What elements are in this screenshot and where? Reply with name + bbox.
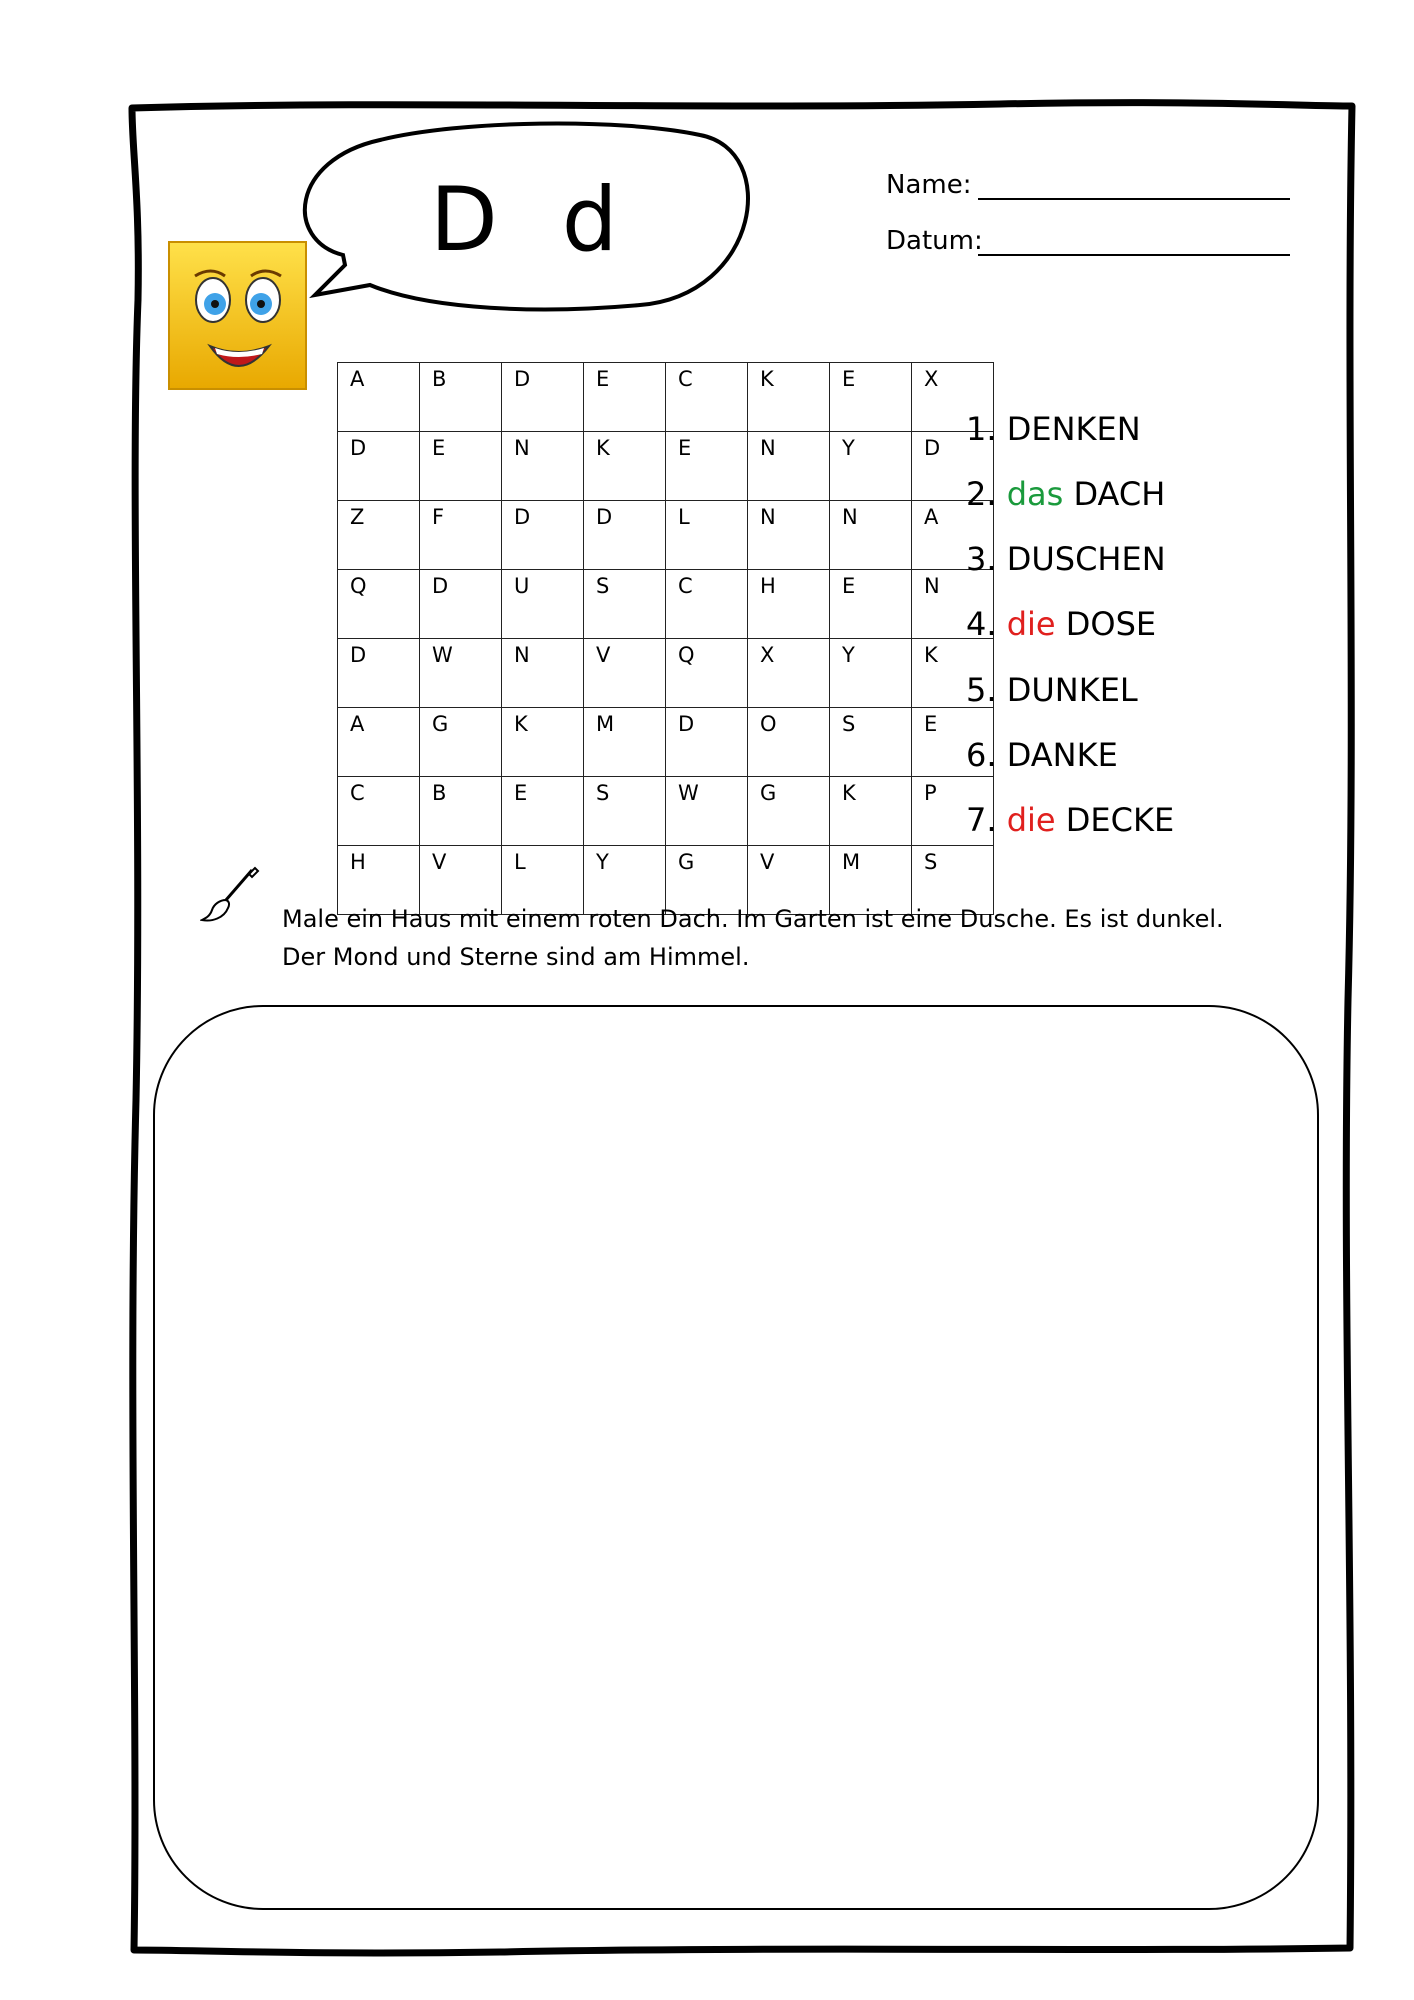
grid-cell[interactable]: E: [830, 363, 912, 432]
letter-title: D d: [430, 168, 636, 271]
word-article: das: [1006, 475, 1064, 513]
word-number: 7.: [966, 801, 997, 839]
grid-row: [338, 363, 994, 432]
grid-cell[interactable]: S: [830, 708, 912, 777]
grid-cell[interactable]: Q: [338, 570, 420, 639]
grid-cell[interactable]: K: [830, 777, 912, 846]
word-text: DUSCHEN: [1006, 540, 1166, 578]
grid-cell[interactable]: Y: [830, 639, 912, 708]
word-number: 4.: [966, 605, 997, 643]
grid-cell[interactable]: S: [584, 570, 666, 639]
paintbrush-icon: [200, 866, 260, 926]
word-list-item: [966, 671, 1138, 709]
grid-cell[interactable]: G: [420, 708, 502, 777]
grid-cell[interactable]: B: [420, 363, 502, 432]
word-text: DANKE: [1006, 736, 1118, 774]
name-field[interactable]: [978, 198, 1290, 200]
word-list-item: [966, 605, 1156, 643]
grid-cell[interactable]: V: [584, 639, 666, 708]
grid-cell[interactable]: Q: [666, 639, 748, 708]
grid-cell[interactable]: M: [584, 708, 666, 777]
grid-cell[interactable]: P: [912, 777, 994, 846]
grid-cell[interactable]: V: [748, 846, 830, 915]
grid-cell[interactable]: E: [502, 777, 584, 846]
grid-cell[interactable]: E: [912, 708, 994, 777]
grid-cell[interactable]: M: [830, 846, 912, 915]
word-text: DECKE: [1065, 801, 1175, 839]
word-list-item: [966, 475, 1165, 513]
grid-cell[interactable]: N: [830, 501, 912, 570]
grid-cell[interactable]: E: [420, 432, 502, 501]
word-search-grid: [337, 362, 994, 915]
grid-cell[interactable]: D: [338, 432, 420, 501]
word-number: 2.: [966, 475, 997, 513]
grid-cell[interactable]: Y: [584, 846, 666, 915]
word-list-item: [966, 801, 1174, 839]
grid-cell[interactable]: O: [748, 708, 830, 777]
grid-cell[interactable]: C: [666, 570, 748, 639]
word-text: DACH: [1073, 475, 1166, 513]
grid-cell[interactable]: D: [666, 708, 748, 777]
word-text: DOSE: [1065, 605, 1157, 643]
grid-cell[interactable]: H: [338, 846, 420, 915]
grid-cell[interactable]: N: [502, 432, 584, 501]
grid-cell[interactable]: W: [666, 777, 748, 846]
grid-cell[interactable]: L: [666, 501, 748, 570]
word-list-item: [966, 736, 1118, 774]
grid-cell[interactable]: Z: [338, 501, 420, 570]
grid-cell[interactable]: D: [912, 432, 994, 501]
grid-row: [338, 432, 994, 501]
name-label: Name:: [886, 170, 972, 200]
instruction-line-2: Der Mond und Sterne sind am Himmel.: [282, 943, 750, 971]
grid-cell[interactable]: D: [502, 363, 584, 432]
grid-row: [338, 639, 994, 708]
grid-cell[interactable]: A: [912, 501, 994, 570]
word-article: die: [1006, 605, 1056, 643]
grid-cell[interactable]: C: [666, 363, 748, 432]
grid-cell[interactable]: F: [420, 501, 502, 570]
instruction-line-1: Male ein Haus mit einem roten Dach. Im Garten ist eine Dusche. Es ist dunkel.: [282, 905, 1224, 933]
word-number: 1.: [966, 410, 997, 448]
word-number: 5.: [966, 671, 997, 709]
grid-cell[interactable]: E: [830, 570, 912, 639]
date-label: Datum:: [886, 226, 983, 256]
grid-cell[interactable]: G: [666, 846, 748, 915]
grid-cell[interactable]: A: [338, 363, 420, 432]
grid-cell[interactable]: S: [584, 777, 666, 846]
word-article: die: [1006, 801, 1056, 839]
grid-cell[interactable]: B: [420, 777, 502, 846]
word-list-item: [966, 540, 1166, 578]
grid-cell[interactable]: U: [502, 570, 584, 639]
grid-cell[interactable]: K: [584, 432, 666, 501]
grid-cell[interactable]: K: [748, 363, 830, 432]
grid-cell[interactable]: N: [912, 570, 994, 639]
word-number: 6.: [966, 736, 997, 774]
grid-cell[interactable]: N: [748, 432, 830, 501]
grid-row: [338, 570, 994, 639]
grid-cell[interactable]: D: [420, 570, 502, 639]
drawing-area[interactable]: [153, 1005, 1319, 1910]
grid-row: [338, 708, 994, 777]
grid-cell[interactable]: D: [502, 501, 584, 570]
grid-cell[interactable]: Y: [830, 432, 912, 501]
grid-cell[interactable]: L: [502, 846, 584, 915]
grid-cell[interactable]: N: [748, 501, 830, 570]
grid-cell[interactable]: X: [748, 639, 830, 708]
grid-cell[interactable]: X: [912, 363, 994, 432]
grid-cell[interactable]: D: [584, 501, 666, 570]
grid-cell[interactable]: K: [502, 708, 584, 777]
grid-cell[interactable]: S: [912, 846, 994, 915]
grid-cell[interactable]: N: [502, 639, 584, 708]
word-text: DUNKEL: [1006, 671, 1138, 709]
grid-row: [338, 777, 994, 846]
grid-cell[interactable]: V: [420, 846, 502, 915]
word-text: DENKEN: [1006, 410, 1141, 448]
smiley-face-icon: [165, 238, 310, 393]
grid-cell[interactable]: E: [584, 363, 666, 432]
grid-cell[interactable]: H: [748, 570, 830, 639]
grid-cell[interactable]: E: [666, 432, 748, 501]
grid-cell[interactable]: K: [912, 639, 994, 708]
word-number: 3.: [966, 540, 997, 578]
drawing-instruction: [282, 900, 1282, 976]
grid-cell[interactable]: G: [748, 777, 830, 846]
word-list-item: [966, 410, 1141, 448]
grid-row: [338, 501, 994, 570]
grid-cell[interactable]: A: [338, 708, 420, 777]
grid-cell[interactable]: D: [338, 639, 420, 708]
grid-cell[interactable]: W: [420, 639, 502, 708]
date-field[interactable]: [978, 254, 1290, 256]
grid-cell[interactable]: C: [338, 777, 420, 846]
